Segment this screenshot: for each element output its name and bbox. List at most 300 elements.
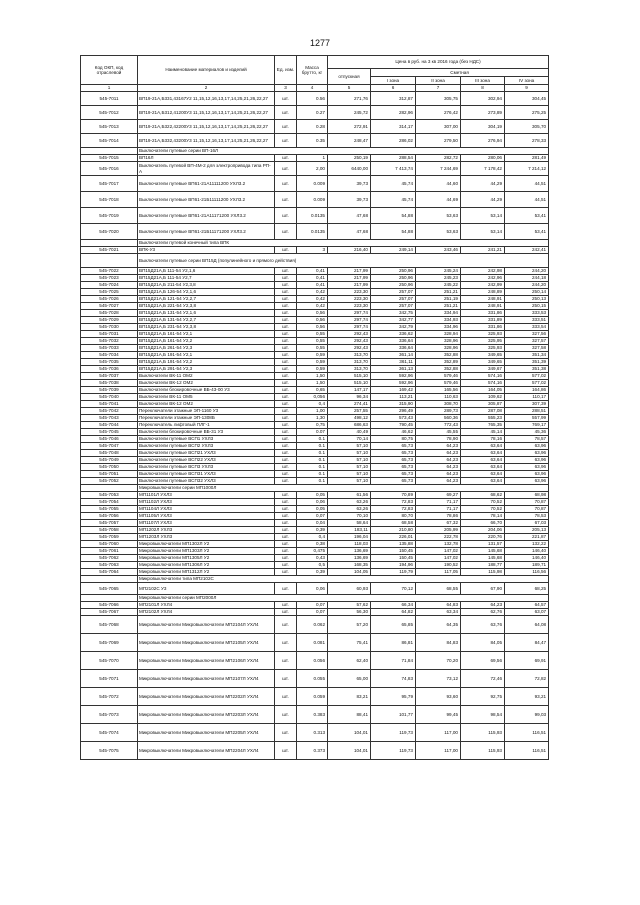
price-zone-3: 204,06 <box>461 527 505 534</box>
price-zone-2: 45,55 <box>416 429 461 436</box>
col-number: 5 <box>328 85 371 92</box>
item-code: 545-7035 <box>81 359 138 366</box>
item-unit: шт. <box>275 208 297 224</box>
price-zone-2: 147,02 <box>416 548 461 555</box>
col-number: 6 <box>371 85 416 92</box>
item-name: ВП15Д21А,Б 191-54 У2,2 <box>138 359 275 366</box>
price-zone-2: 7 244,69 <box>416 162 461 176</box>
item-code: 545-7016 <box>81 162 138 176</box>
item-unit: шт. <box>275 569 297 576</box>
price-zone-2: 64,23 <box>416 443 461 450</box>
price-release: 217,99 <box>328 275 371 282</box>
item-unit: шт. <box>275 443 297 450</box>
item-name: Выключатели путевые ВСП2 УХЛ3 <box>138 443 275 450</box>
price-zone-2: 78,86 <box>416 513 461 520</box>
price-zone-1: 65,73 <box>371 443 416 450</box>
price-zone-4: 164,86 <box>505 387 549 394</box>
price-zone-1: 194,96 <box>371 562 416 569</box>
price-zone-4: 67,03 <box>505 520 549 527</box>
price-release: 57,10 <box>328 464 371 471</box>
section-row <box>81 254 549 268</box>
price-zone-1: 250,96 <box>371 268 416 275</box>
price-zone-1: 257,07 <box>371 296 416 303</box>
price-zone-1: 64,82 <box>371 609 416 616</box>
section-title: Микровыключатели типа МП2102С <box>138 576 549 583</box>
section-row <box>81 240 549 247</box>
item-code: 545-7057 <box>81 520 138 527</box>
price-zone-2: 352,89 <box>416 359 461 366</box>
price-zone-1: 342,79 <box>371 324 416 331</box>
price-release: 272,91 <box>328 120 371 134</box>
col-number: 3 <box>275 85 297 92</box>
item-unit: шт. <box>275 415 297 422</box>
price-release: 183,11 <box>328 527 371 534</box>
section-code-cell <box>81 254 138 268</box>
price-zone-4: 250,14 <box>505 289 549 296</box>
table-row <box>81 345 549 352</box>
item-name: ВП19-21А,Б332,43200У3 11,15,12,16,13,17,14,25,21,26,22,27 <box>138 134 275 148</box>
item-name: Переключатели этажные ЭП-1308Б <box>138 415 275 422</box>
price-zone-3: 248,91 <box>461 296 505 303</box>
item-name: Выключатели блокировочные ВБ-31 У3 <box>138 429 275 436</box>
price-zone-3: 145,68 <box>461 548 505 555</box>
price-release: 515,10 <box>328 373 371 380</box>
item-mass: 0,06 <box>297 499 328 506</box>
item-name: МП2101Л УХЛ4 <box>138 602 275 609</box>
price-zone-1: 315,90 <box>371 401 416 408</box>
item-name: ВП19-21А,Б331,43167У2 11,15,12,16,13,17,14,25,21,26,22,27 <box>138 92 275 106</box>
price-release: 65,00 <box>328 670 371 688</box>
price-zone-1: 71,84 <box>371 652 416 670</box>
price-zone-2: 328,94 <box>416 331 461 338</box>
price-zone-1: 45,74 <box>371 176 416 192</box>
price-zone-4: 244,20 <box>505 282 549 289</box>
price-zone-4: 63,96 <box>505 457 549 464</box>
price-table <box>80 55 549 760</box>
item-name: ВП15Д21А,Б 231-54 У2,3,8 <box>138 324 275 331</box>
price-zone-3: 349,65 <box>461 359 505 366</box>
item-unit: шт. <box>275 742 297 760</box>
price-zone-3: 248,89 <box>461 289 505 296</box>
price-zone-4: 278,33 <box>505 134 549 148</box>
price-zone-3: 276,94 <box>461 134 505 148</box>
price-zone-1: 592,96 <box>371 373 416 380</box>
item-mass: 0.1 <box>297 443 328 450</box>
price-release: 47,68 <box>328 208 371 224</box>
item-mass: 0,42 <box>297 296 328 303</box>
price-zone-3: 70,52 <box>461 499 505 506</box>
item-mass: 0.059 <box>297 688 328 706</box>
price-zone-3: 63,64 <box>461 478 505 485</box>
col-number: 1 <box>81 85 138 92</box>
price-release: 56,30 <box>328 609 371 616</box>
table-row <box>81 499 549 506</box>
price-zone-4: 305,70 <box>505 120 549 134</box>
price-zone-3: 242,96 <box>461 275 505 282</box>
price-zone-1: 286,02 <box>371 134 416 148</box>
item-code: 545-7022 <box>81 268 138 275</box>
price-zone-4: 63,96 <box>505 471 549 478</box>
price-zone-2: 70,20 <box>416 652 461 670</box>
price-zone-4: 44,51 <box>505 192 549 208</box>
header-zone-1: I зона <box>371 77 416 85</box>
price-zone-2: 190,52 <box>416 562 461 569</box>
item-unit: шт. <box>275 345 297 352</box>
table-body <box>81 92 549 760</box>
item-unit: шт. <box>275 609 297 616</box>
item-code: 545-7056 <box>81 513 138 520</box>
item-mass: 0,55 <box>297 331 328 338</box>
price-zone-1: 70,89 <box>371 492 416 499</box>
table-row <box>81 562 549 569</box>
price-zone-3: 68,62 <box>461 492 505 499</box>
table-row <box>81 670 549 688</box>
price-release: 313,70 <box>328 352 371 359</box>
price-zone-3: 78,16 <box>461 436 505 443</box>
item-mass: 0.009 <box>297 192 328 208</box>
price-zone-1: 312,87 <box>371 92 416 106</box>
item-code: 545-7042 <box>81 408 138 415</box>
price-zone-4: 351,34 <box>505 352 549 359</box>
table-row <box>81 324 549 331</box>
item-mass: 0.1 <box>297 457 328 464</box>
price-zone-4: 78,57 <box>505 436 549 443</box>
price-zone-2: 307,00 <box>416 120 461 134</box>
item-unit: шт. <box>275 724 297 742</box>
price-zone-1: 46,62 <box>371 429 416 436</box>
price-zone-4: 93,21 <box>505 688 549 706</box>
item-code: 545-7032 <box>81 338 138 345</box>
item-code: 545-7045 <box>81 429 138 436</box>
price-zone-1: 150,45 <box>371 548 416 555</box>
price-zone-2: 276,42 <box>416 106 461 120</box>
price-zone-1: 249,14 <box>371 247 416 254</box>
price-release: 6440,00 <box>328 162 371 176</box>
item-mass: 1,00 <box>297 408 328 415</box>
item-mass: 0,59 <box>297 359 328 366</box>
item-unit: шт. <box>275 289 297 296</box>
table-row <box>81 634 549 652</box>
table-header <box>81 56 549 92</box>
price-release: 515,10 <box>328 380 371 387</box>
table-row <box>81 688 549 706</box>
price-zone-2: 99,45 <box>416 706 461 724</box>
price-zone-1: 361,11 <box>371 359 416 366</box>
price-zone-2: 117,05 <box>416 569 461 576</box>
item-unit: шт. <box>275 359 297 366</box>
item-code: 545-7044 <box>81 422 138 429</box>
price-zone-2: 251,21 <box>416 303 461 310</box>
price-release: 96,34 <box>328 394 371 401</box>
price-release: 83,21 <box>328 688 371 706</box>
item-mass: 0.0135 <box>297 208 328 224</box>
price-zone-4: 78,53 <box>505 513 549 520</box>
item-unit: шт. <box>275 282 297 289</box>
item-name: МП1104Л УХЛ3 <box>138 506 275 513</box>
price-zone-3: 325,93 <box>461 331 505 338</box>
price-zone-4: 116,51 <box>505 724 549 742</box>
table-row <box>81 268 549 275</box>
header-release: отпускная <box>328 69 371 85</box>
item-unit: шт. <box>275 429 297 436</box>
section-title: Выключатели путевые серии ВП15Д (популинейного и прямого действия) <box>138 254 549 268</box>
price-zone-4: 333,53 <box>505 310 549 317</box>
price-zone-1: 282,96 <box>371 106 416 120</box>
item-unit: шт. <box>275 338 297 345</box>
item-unit: шт. <box>275 583 297 595</box>
table-row <box>81 478 549 485</box>
item-code: 545-7054 <box>81 499 138 506</box>
price-release: 104,05 <box>328 569 371 576</box>
item-mass: 0.009 <box>297 176 328 192</box>
page-number: 1277 <box>309 38 331 48</box>
item-mass: 0,06 <box>297 583 328 595</box>
price-release: 70,10 <box>328 513 371 520</box>
table-row <box>81 569 549 576</box>
item-mass: 0.35 <box>297 134 328 148</box>
item-unit: шт. <box>275 394 297 401</box>
price-zone-4: 557,99 <box>505 415 549 422</box>
table-row <box>81 401 549 408</box>
price-release: 63,26 <box>328 499 371 506</box>
item-unit: шт. <box>275 562 297 569</box>
table-row <box>81 415 549 422</box>
price-zone-1: 65,73 <box>371 471 416 478</box>
item-name: ВП15Д21А,Б 131-54 У2,1,6 <box>138 310 275 317</box>
item-name: Микровыключатели Микровыключатели МП2104Л УХЛ4 <box>138 616 275 634</box>
price-zone-4: 64,57 <box>505 602 549 609</box>
table-row <box>81 548 549 555</box>
price-zone-1: 70,12 <box>371 583 416 595</box>
table-row <box>81 422 549 429</box>
item-unit: шт. <box>275 634 297 652</box>
price-zone-3: 69,56 <box>461 652 505 670</box>
price-zone-3: 70,52 <box>461 506 505 513</box>
item-mass: 0,55 <box>297 345 328 352</box>
item-mass: 1,30 <box>297 415 328 422</box>
table-row <box>81 359 549 366</box>
item-code: 545-7071 <box>81 670 138 688</box>
price-zone-1: 336,64 <box>371 345 416 352</box>
price-zone-4: 250,15 <box>505 303 549 310</box>
price-zone-1: 54,88 <box>371 208 416 224</box>
item-mass: 0,056 <box>297 394 328 401</box>
table-row <box>81 555 549 562</box>
item-mass: 1 <box>297 155 328 162</box>
table-row <box>81 373 549 380</box>
price-zone-2: 53,63 <box>416 208 461 224</box>
item-code: 545-7019 <box>81 208 138 224</box>
item-name: Переключатель лифтовый ПЛГ-1 <box>138 422 275 429</box>
price-zone-2: 245,22 <box>416 282 461 289</box>
item-name: МП1102Л УХЛ3 <box>138 499 275 506</box>
price-release: 39,73 <box>328 176 371 192</box>
price-zone-3: 241,21 <box>461 247 505 254</box>
item-unit: шт. <box>275 380 297 387</box>
price-zone-4: 351,39 <box>505 359 549 366</box>
item-code: 545-7075 <box>81 742 138 760</box>
price-release: 271,76 <box>328 92 371 106</box>
price-zone-4: 221,87 <box>505 534 549 541</box>
price-zone-1: 95,79 <box>371 688 416 706</box>
price-zone-2: 67,32 <box>416 520 461 527</box>
price-zone-2: 147,02 <box>416 555 461 562</box>
price-release: 57,10 <box>328 443 371 450</box>
item-mass: 0,38 <box>297 541 328 548</box>
price-zone-1: 74,83 <box>371 670 416 688</box>
price-zone-2: 64,23 <box>416 471 461 478</box>
price-zone-1: 342,75 <box>371 310 416 317</box>
price-zone-1: 65,85 <box>371 616 416 634</box>
item-name: Выключатели путевые ВСП31 УХЛ3 <box>138 471 275 478</box>
header-unit: Ед. изм. <box>275 56 297 85</box>
header-zone-3: III зона <box>461 77 505 85</box>
item-code: 545-7039 <box>81 387 138 394</box>
header-mass: Масса брутто, кг <box>297 56 328 85</box>
price-zone-2: 53,63 <box>416 224 461 240</box>
section-title: Микровыключатели серии МП2000Л <box>138 595 549 602</box>
price-zone-4: 242,41 <box>505 247 549 254</box>
item-name: ВП15Д21А,Б 161-54 У2,1 <box>138 331 275 338</box>
price-release: 61,56 <box>328 492 371 499</box>
item-code: 545-7031 <box>81 331 138 338</box>
price-zone-4: 250,13 <box>505 296 549 303</box>
item-unit: шт. <box>275 436 297 443</box>
price-release: 223,30 <box>328 296 371 303</box>
price-zone-2: 205,99 <box>416 527 461 534</box>
item-code: 545-7034 <box>81 352 138 359</box>
price-zone-3: 331,86 <box>461 324 505 331</box>
item-code: 545-7027 <box>81 303 138 310</box>
item-code: 545-7053 <box>81 492 138 499</box>
table-row <box>81 155 549 162</box>
price-zone-2: 334,94 <box>416 310 461 317</box>
item-unit: шт. <box>275 134 297 148</box>
section-title: Выключатели путевые серии ВП-16Л <box>138 148 549 155</box>
item-name: Микровыключатели МП1302Л У2 <box>138 541 275 548</box>
item-name: Выключатели путевые ВСП21 УХЛ3 <box>138 450 275 457</box>
table-row <box>81 527 549 534</box>
price-release: 248,47 <box>328 134 371 148</box>
price-zone-2: 93,60 <box>416 688 461 706</box>
price-zone-2: 289,73 <box>416 408 461 415</box>
price-release: 217,99 <box>328 268 371 275</box>
table-row <box>81 471 549 478</box>
price-zone-4: 146,40 <box>505 555 549 562</box>
item-unit: шт. <box>275 324 297 331</box>
price-zone-4: 53,41 <box>505 224 549 240</box>
price-zone-4: 63,07 <box>505 609 549 616</box>
section-row <box>81 576 549 583</box>
table-row <box>81 602 549 609</box>
price-zone-2: 308,70 <box>416 401 461 408</box>
item-unit: шт. <box>275 106 297 120</box>
item-name: ВП15Д21А,Б 131-54 У2,2,7 <box>138 317 275 324</box>
section-title: Выключатели путевой конечный типа ВПК <box>138 240 549 247</box>
item-unit: шт. <box>275 527 297 534</box>
price-zone-2: 222,78 <box>416 534 461 541</box>
price-zone-4: 327,58 <box>505 345 549 352</box>
item-name: Микровыключатели МП1303Л У2 <box>138 548 275 555</box>
item-mass: 0,56 <box>297 317 328 324</box>
item-mass: 0.0135 <box>297 224 328 240</box>
col-number: 4 <box>297 85 328 92</box>
price-zone-1: 169,42 <box>371 387 416 394</box>
price-zone-4: 244,18 <box>505 275 549 282</box>
item-unit: шт. <box>275 352 297 359</box>
item-name: Выключатели путевые ВСП32 УХЛ3 <box>138 478 275 485</box>
price-release: 57,10 <box>328 457 371 464</box>
item-mass: 0,05 <box>297 492 328 499</box>
item-name: ВП15Д21А,Б 161-54 У2,2 <box>138 338 275 345</box>
item-code: 545-7030 <box>81 324 138 331</box>
item-name: Выключатели блокировочные ВБ-43-00 У3 <box>138 387 275 394</box>
price-release: 88,41 <box>328 706 371 724</box>
table-row <box>81 742 549 760</box>
price-release: 136,69 <box>328 548 371 555</box>
price-release: 274,41 <box>328 401 371 408</box>
item-code: 545-7025 <box>81 289 138 296</box>
price-release: 57,62 <box>328 602 371 609</box>
item-code: 545-7038 <box>81 380 138 387</box>
item-code: 545-7073 <box>81 706 138 724</box>
item-code: 545-7037 <box>81 373 138 380</box>
item-unit: шт. <box>275 499 297 506</box>
table-row <box>81 457 549 464</box>
item-code: 545-7070 <box>81 652 138 670</box>
item-unit: шт. <box>275 224 297 240</box>
price-zone-2: 334,96 <box>416 324 461 331</box>
price-zone-2: 71,17 <box>416 506 461 513</box>
item-unit: шт. <box>275 317 297 324</box>
table-row <box>81 616 549 634</box>
price-zone-4: 68,98 <box>505 492 549 499</box>
item-mass: 0,475 <box>297 548 328 555</box>
item-mass: 0.1 <box>297 471 328 478</box>
item-mass: 0.383 <box>297 706 328 724</box>
price-zone-2: 579,46 <box>416 380 461 387</box>
item-code: 545-7068 <box>81 616 138 634</box>
price-zone-2: 117,00 <box>416 742 461 760</box>
price-zone-4: 244,20 <box>505 268 549 275</box>
table-row <box>81 92 549 106</box>
price-release: 292,43 <box>328 331 371 338</box>
item-name: ВП15Д21А,Б 221-54 У2,3,8 <box>138 303 275 310</box>
item-code: 545-7020 <box>81 224 138 240</box>
price-release: 245,72 <box>328 106 371 120</box>
section-code-cell <box>81 576 138 583</box>
item-unit: шт. <box>275 492 297 499</box>
item-code: 545-7048 <box>81 450 138 457</box>
table-row <box>81 492 549 499</box>
item-mass: 0,42 <box>297 289 328 296</box>
item-mass: 0,07 <box>297 513 328 520</box>
price-zone-1: 257,07 <box>371 303 416 310</box>
price-zone-1: 790,45 <box>371 422 416 429</box>
item-name: Микровыключатели Микровыключатели МП2203Л УХЛ4 <box>138 706 275 724</box>
price-zone-3: 188,77 <box>461 562 505 569</box>
price-release: 60,93 <box>328 583 371 595</box>
price-zone-3: 44,29 <box>461 192 505 208</box>
item-mass: 0.373 <box>297 742 328 760</box>
item-name: Микровыключатели МП1306Л У2 <box>138 562 275 569</box>
item-code: 545-7011 <box>81 92 138 106</box>
price-zone-2: 305,75 <box>416 92 461 106</box>
price-zone-4: 333,51 <box>505 317 549 324</box>
col-number: 8 <box>461 85 505 92</box>
item-mass: 0,41 <box>297 268 328 275</box>
price-release: 63,26 <box>328 506 371 513</box>
